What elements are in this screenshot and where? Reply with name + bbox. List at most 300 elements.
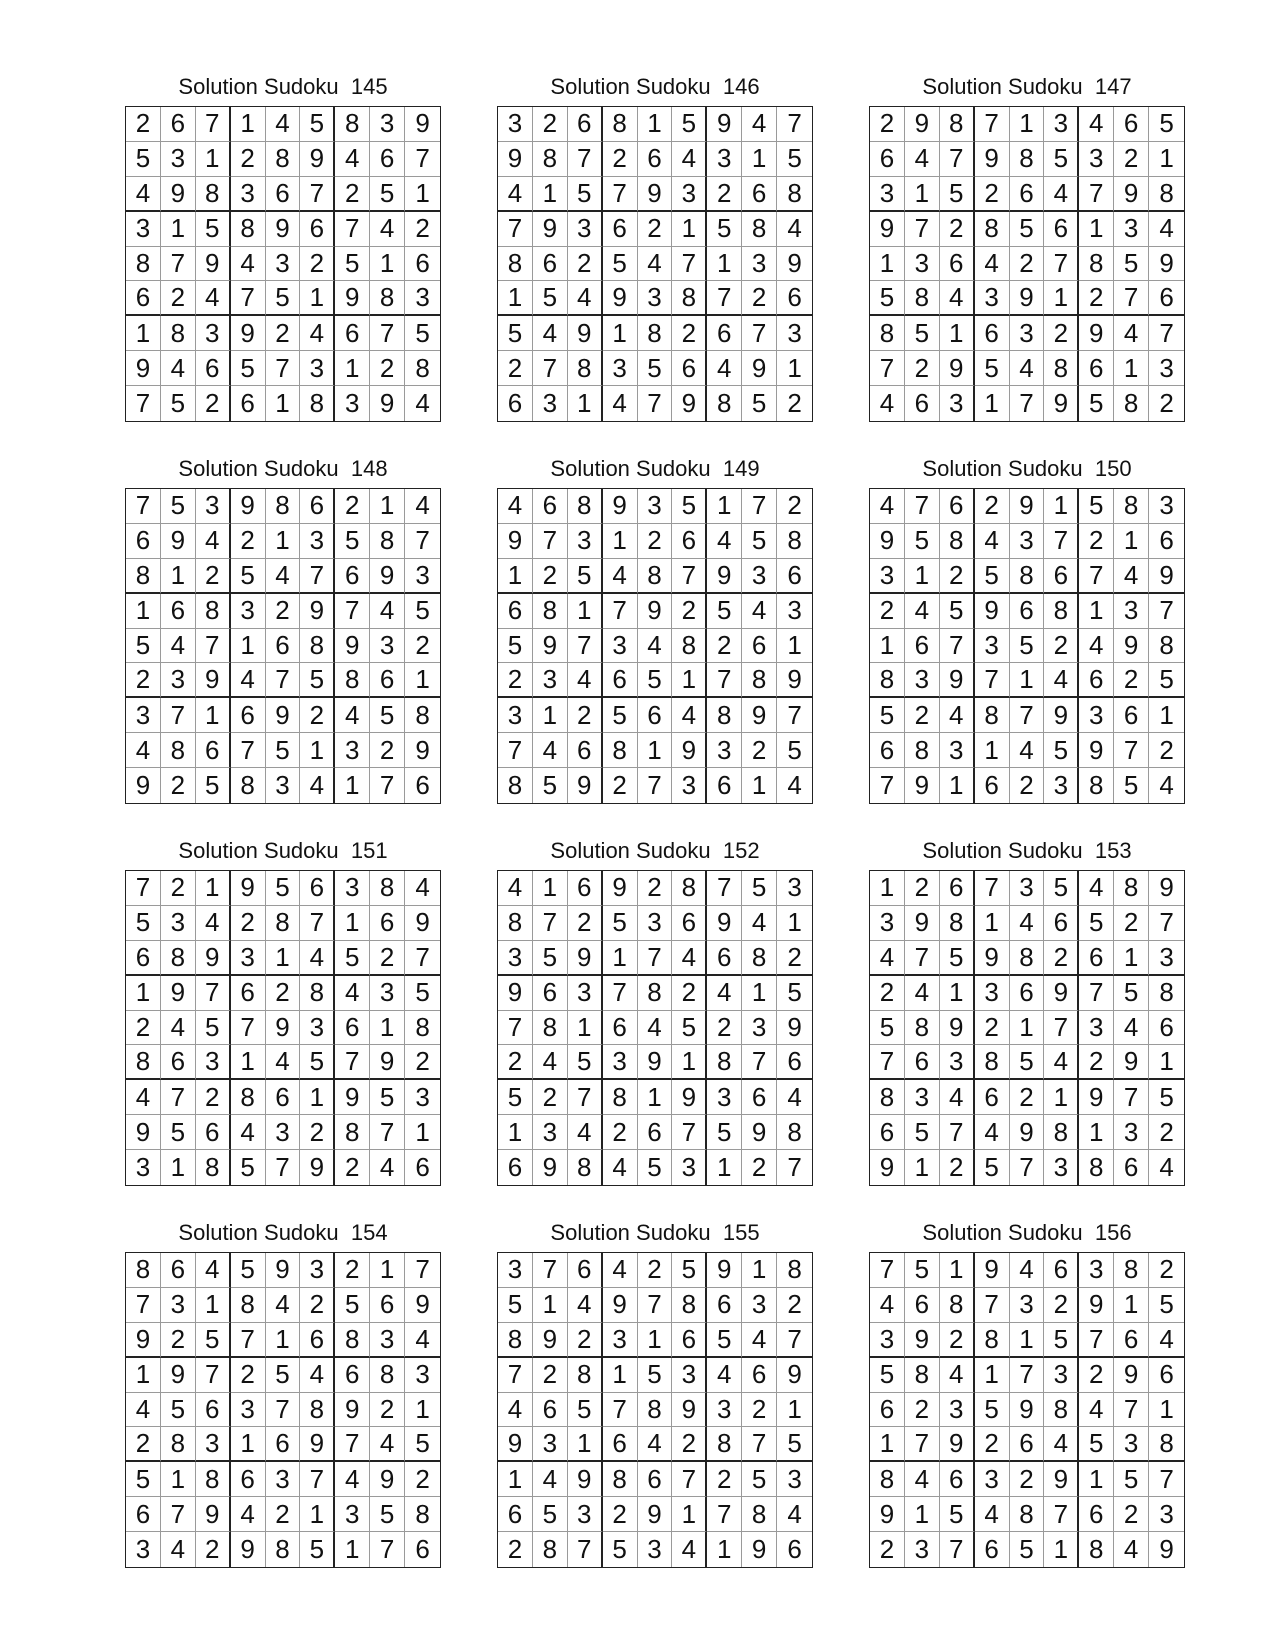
- puzzle-title: Solution Sudoku 156: [922, 1220, 1132, 1245]
- sudoku-cell: 1: [638, 1323, 673, 1358]
- sudoku-cell: 5: [905, 316, 940, 351]
- sudoku-cell: 4: [568, 1288, 603, 1323]
- sudoku-cell: 2: [638, 871, 673, 906]
- sudoku-cell: 3: [126, 1150, 161, 1185]
- sudoku-cell: 7: [638, 941, 673, 976]
- sudoku-cell: 5: [126, 906, 161, 941]
- sudoku-cell: 2: [672, 1427, 707, 1462]
- sudoku-cell: 1: [1114, 524, 1149, 559]
- sudoku-cell: 4: [533, 1462, 568, 1497]
- sudoku-cell: 3: [231, 594, 266, 629]
- sudoku-cell: 3: [638, 281, 673, 316]
- sudoku-cell: 2: [975, 1011, 1010, 1046]
- sudoku-cell: 1: [672, 663, 707, 698]
- sudoku-cell: 5: [568, 177, 603, 212]
- sudoku-cell: 8: [498, 247, 533, 282]
- sudoku-cell: 8: [335, 1115, 370, 1150]
- sudoku-cell: 9: [335, 1080, 370, 1115]
- sudoku-cell: 1: [940, 1253, 975, 1288]
- sudoku-cell: 7: [335, 1427, 370, 1462]
- sudoku-cell: 9: [405, 733, 440, 768]
- sudoku-cell: 4: [940, 281, 975, 316]
- sudoku-cell: 5: [777, 733, 812, 768]
- sudoku-cell: 4: [672, 1532, 707, 1567]
- sudoku-cell: 4: [672, 698, 707, 733]
- sudoku-cell: 2: [1114, 906, 1149, 941]
- sudoku-cell: 6: [568, 733, 603, 768]
- sudoku-cell: 1: [568, 594, 603, 629]
- sudoku-grid: [497, 488, 813, 804]
- sudoku-cell: 9: [742, 351, 777, 386]
- sudoku-cell: 4: [975, 1497, 1010, 1532]
- sudoku-cell: 5: [603, 247, 638, 282]
- sudoku-cell: 3: [533, 663, 568, 698]
- sudoku-cell: 6: [1114, 107, 1149, 142]
- sudoku-grid: [869, 488, 1185, 804]
- sudoku-cell: 8: [196, 177, 231, 212]
- sudoku-cell: 9: [1114, 629, 1149, 664]
- sudoku-cell: 2: [533, 107, 568, 142]
- sudoku-cell: 1: [335, 768, 370, 803]
- sudoku-cell: 2: [870, 107, 905, 142]
- sudoku-cell: 7: [1149, 594, 1184, 629]
- sudoku-cell: 9: [335, 281, 370, 316]
- sudoku-cell: 8: [1149, 177, 1184, 212]
- sudoku-cell: 1: [742, 1253, 777, 1288]
- sudoku-cell: 8: [498, 1323, 533, 1358]
- sudoku-cell: 6: [870, 733, 905, 768]
- sudoku-cell: 8: [161, 316, 196, 351]
- sudoku-cell: 1: [1079, 1115, 1114, 1150]
- sudoku-cell: 4: [1159, 1152, 1174, 1183]
- sudoku-cell: 9: [870, 1150, 905, 1185]
- sudoku-cell: 3: [940, 733, 975, 768]
- sudoku-cell: 1: [498, 281, 533, 316]
- sudoku-cell: 4: [126, 1080, 161, 1115]
- sudoku-cell: 6: [161, 594, 196, 629]
- sudoku-cell: 9: [940, 1011, 975, 1046]
- sudoku-cell: 6: [777, 281, 812, 316]
- sudoku-cell: 2: [870, 976, 905, 1011]
- sudoku-cell: 2: [940, 212, 975, 247]
- sudoku-cell: 2: [1159, 388, 1174, 419]
- sudoku-cell: 2: [126, 663, 161, 698]
- sudoku-cell: 4: [1044, 1045, 1079, 1080]
- sudoku-cell: 1: [568, 1011, 603, 1046]
- sudoku-cell: 5: [742, 871, 777, 906]
- sudoku-cell: 5: [1149, 663, 1184, 698]
- sudoku-cell: 1: [638, 107, 673, 142]
- sudoku-cell: 9: [161, 524, 196, 559]
- sudoku-cell: 1: [196, 698, 231, 733]
- sudoku-cell: 1: [603, 941, 638, 976]
- sudoku-cell: 8: [603, 733, 638, 768]
- sudoku-cell: 1: [1149, 1045, 1184, 1080]
- sudoku-cell: 3: [638, 906, 673, 941]
- sudoku-cell: 4: [196, 1253, 231, 1288]
- sudoku-cell: 9: [568, 941, 603, 976]
- sudoku-cell: 4: [231, 663, 266, 698]
- sudoku-cell: 2: [707, 1462, 742, 1497]
- sudoku-cell: 7: [1010, 698, 1045, 733]
- sudoku-cell: 6: [638, 142, 673, 177]
- sudoku-cell: 4: [603, 559, 638, 594]
- sudoku-cell: 7: [742, 316, 777, 351]
- sudoku-cell: 3: [940, 1393, 975, 1428]
- sudoku-cell: 1: [300, 1080, 335, 1115]
- sudoku-cell: 3: [707, 1080, 742, 1115]
- sudoku-cell: 6: [870, 1115, 905, 1150]
- sudoku-cell: 4: [161, 351, 196, 386]
- sudoku-cell: 7: [498, 1358, 533, 1393]
- sudoku-cell: 5: [777, 142, 812, 177]
- sudoku-cell: 8: [707, 1427, 742, 1462]
- sudoku-cell: 3: [335, 1497, 370, 1532]
- sudoku-cell: 6: [905, 629, 940, 664]
- sudoku-cell: 6: [870, 142, 905, 177]
- sudoku-cell: 9: [905, 107, 940, 142]
- sudoku-cell: 3: [231, 177, 266, 212]
- sudoku-cell: 3: [905, 247, 940, 282]
- sudoku-cell: 8: [533, 1532, 568, 1567]
- sudoku-cell: 5: [126, 142, 161, 177]
- sudoku-cell: 1: [370, 489, 405, 524]
- sudoku-cell: 8: [870, 1080, 905, 1115]
- sudoku-cell: 5: [405, 594, 440, 629]
- puzzle-title: Solution Sudoku 154: [178, 1220, 388, 1245]
- sudoku-cell: 8: [266, 1532, 301, 1567]
- sudoku-cell: 5: [498, 629, 533, 664]
- sudoku-cell: 7: [1079, 976, 1114, 1011]
- sudoku-cell: 4: [335, 698, 370, 733]
- sudoku-cell: 2: [905, 1393, 940, 1428]
- sudoku-cell: 1: [568, 386, 603, 421]
- sudoku-cell: 8: [905, 1358, 940, 1393]
- sudoku-cell: 7: [975, 1288, 1010, 1323]
- sudoku-cell: 8: [231, 768, 266, 803]
- sudoku-cell: 5: [266, 733, 301, 768]
- sudoku-cell: 9: [126, 768, 161, 803]
- sudoku-cell: 7: [533, 524, 568, 559]
- sudoku-cell: 9: [707, 1253, 742, 1288]
- sudoku-cell: 2: [533, 559, 568, 594]
- sudoku-cell: 4: [161, 629, 196, 664]
- sudoku-cell: 3: [161, 906, 196, 941]
- sudoku-cell: 4: [266, 559, 301, 594]
- sudoku-cell: 6: [940, 1462, 975, 1497]
- sudoku-cell: 1: [638, 733, 673, 768]
- sudoku-cell: 4: [975, 524, 1010, 559]
- sudoku-cell: 3: [533, 386, 568, 421]
- sudoku-cell: 9: [300, 1150, 335, 1185]
- sudoku-cell: 9: [1149, 247, 1184, 282]
- sudoku-cell: 7: [533, 1253, 568, 1288]
- sudoku-cell: 2: [1114, 663, 1149, 698]
- sudoku-cell: 6: [905, 386, 940, 421]
- sudoku-cell: 7: [672, 1115, 707, 1150]
- sudoku-cell: 2: [672, 976, 707, 1011]
- sudoku-cell: 2: [603, 142, 638, 177]
- sudoku-cell: 2: [777, 941, 812, 976]
- sudoku-cell: 5: [940, 594, 975, 629]
- sudoku-cell: 1: [777, 351, 812, 386]
- sudoku-cell: 5: [568, 559, 603, 594]
- sudoku-cell: 2: [870, 1532, 905, 1567]
- sudoku-cell: 5: [498, 1080, 533, 1115]
- sudoku-cell: 9: [126, 351, 161, 386]
- puzzle-title: Solution Sudoku 153: [922, 838, 1132, 863]
- sudoku-cell: 5: [266, 281, 301, 316]
- sudoku-cell: 5: [1010, 1045, 1045, 1080]
- sudoku-cell: 7: [568, 629, 603, 664]
- sudoku-cell: 5: [231, 1150, 266, 1185]
- sudoku-cell: 6: [161, 1253, 196, 1288]
- sudoku-cell: 7: [126, 871, 161, 906]
- sudoku-cell: 7: [742, 489, 777, 524]
- sudoku-cell: 8: [1149, 976, 1184, 1011]
- sudoku-cell: 8: [638, 1393, 673, 1428]
- sudoku-cell: 1: [1079, 212, 1114, 247]
- sudoku-cell: 1: [603, 524, 638, 559]
- sudoku-cell: 6: [370, 1288, 405, 1323]
- sudoku-cell: 9: [335, 1393, 370, 1428]
- sudoku-cell: 3: [568, 976, 603, 1011]
- sudoku-cell: 3: [533, 1427, 568, 1462]
- sudoku-cell: 9: [126, 1115, 161, 1150]
- sudoku-cell: 5: [1114, 247, 1149, 282]
- sudoku-cell: 4: [1044, 1427, 1079, 1462]
- sudoku-cell: 2: [370, 941, 405, 976]
- sudoku-cell: 7: [266, 1393, 301, 1428]
- sudoku-cell: 6: [1114, 1150, 1149, 1185]
- sudoku-cell: 8: [1079, 1532, 1114, 1567]
- sudoku-cell: 2: [1149, 733, 1184, 768]
- sudoku-cell: 4: [638, 1011, 673, 1046]
- sudoku-cell: 8: [1114, 386, 1149, 421]
- sudoku-cell: 4: [370, 1150, 405, 1185]
- sudoku-cell: 3: [742, 1288, 777, 1323]
- sudoku-cell: 7: [1044, 1497, 1079, 1532]
- sudoku-cell: 6: [787, 1534, 802, 1565]
- sudoku-cell: 4: [231, 1497, 266, 1532]
- sudoku-cell: 4: [126, 733, 161, 768]
- sudoku-cell: 6: [870, 1393, 905, 1428]
- sudoku-cell: 2: [533, 1358, 568, 1393]
- sudoku-cell: 7: [405, 941, 440, 976]
- sudoku-cell: 3: [905, 1532, 940, 1567]
- sudoku-cell: 4: [603, 1150, 638, 1185]
- sudoku-cell: 6: [498, 1150, 533, 1185]
- sudoku-cell: 7: [568, 1080, 603, 1115]
- sudoku-cell: 1: [1044, 1532, 1079, 1567]
- sudoku-cell: 2: [742, 733, 777, 768]
- sudoku-cell: 9: [672, 733, 707, 768]
- sudoku-cell: 7: [370, 1115, 405, 1150]
- sudoku-cell: 1: [405, 663, 440, 698]
- sudoku-cell: 7: [370, 768, 405, 803]
- sudoku-cell: 2: [707, 177, 742, 212]
- sudoku-cell: 9: [405, 906, 440, 941]
- sudoku-cell: 1: [1044, 1080, 1079, 1115]
- sudoku-cell: 9: [1044, 1462, 1079, 1497]
- sudoku-cell: 2: [1079, 524, 1114, 559]
- sudoku-cell: 6: [231, 976, 266, 1011]
- sudoku-cell: 3: [1010, 871, 1045, 906]
- sudoku-cell: 5: [1079, 1427, 1114, 1462]
- sudoku-cell: 7: [1149, 1462, 1184, 1497]
- sudoku-cell: 8: [533, 594, 568, 629]
- sudoku-cell: 4: [266, 1045, 301, 1080]
- sudoku-cell: 5: [1044, 733, 1079, 768]
- sudoku-cell: 7: [1114, 733, 1149, 768]
- sudoku-cell: 4: [777, 1497, 812, 1532]
- sudoku-cell: 7: [638, 1288, 673, 1323]
- sudoku-cell: 2: [370, 1393, 405, 1428]
- sudoku-cell: 3: [266, 247, 301, 282]
- sudoku-cell: 9: [196, 1497, 231, 1532]
- sudoku-cell: 8: [196, 1150, 231, 1185]
- sudoku-cell: 7: [405, 524, 440, 559]
- sudoku-cell: 9: [638, 594, 673, 629]
- sudoku-cell: 4: [742, 594, 777, 629]
- sudoku-cell: 8: [1079, 1150, 1114, 1185]
- sudoku-cell: 8: [1044, 1115, 1079, 1150]
- sudoku-cell: 1: [940, 976, 975, 1011]
- sudoku-cell: 6: [1010, 594, 1045, 629]
- sudoku-cell: 9: [498, 524, 533, 559]
- sudoku-cell: 2: [975, 489, 1010, 524]
- sudoku-cell: 5: [603, 698, 638, 733]
- sudoku-cell: 8: [742, 1497, 777, 1532]
- sudoku-cell: 8: [370, 1358, 405, 1393]
- sudoku-cell: 1: [498, 1115, 533, 1150]
- sudoku-cell: 9: [533, 1323, 568, 1358]
- sudoku-cell: 5: [975, 351, 1010, 386]
- sudoku-cell: 5: [638, 663, 673, 698]
- sudoku-cell: 6: [707, 941, 742, 976]
- sudoku-cell: 9: [300, 1427, 335, 1462]
- sudoku-cell: 8: [940, 524, 975, 559]
- sudoku-cell: 2: [370, 733, 405, 768]
- sudoku-cell: 5: [161, 386, 196, 421]
- sudoku-cell: 4: [777, 1080, 812, 1115]
- sudoku-cell: 2: [161, 281, 196, 316]
- sudoku-cell: 4: [1010, 733, 1045, 768]
- sudoku-cell: 1: [231, 1045, 266, 1080]
- sudoku-cell: 7: [405, 142, 440, 177]
- sudoku-cell: 3: [1149, 1497, 1184, 1532]
- sudoku-cell: 2: [742, 1150, 777, 1185]
- sudoku-cell: 5: [300, 1045, 335, 1080]
- puzzle-title: Solution Sudoku 149: [550, 456, 760, 481]
- sudoku-cell: 7: [905, 489, 940, 524]
- sudoku-cell: 4: [707, 976, 742, 1011]
- sudoku-cell: 8: [266, 906, 301, 941]
- sudoku-cell: 2: [1149, 1115, 1184, 1150]
- sudoku-cell: 7: [126, 386, 161, 421]
- sudoku-cell: 5: [1079, 489, 1114, 524]
- sudoku-cell: 6: [370, 906, 405, 941]
- sudoku-cell: 3: [742, 1011, 777, 1046]
- sudoku-cell: 8: [370, 281, 405, 316]
- sudoku-cell: 2: [905, 351, 940, 386]
- sudoku-cell: 7: [870, 1045, 905, 1080]
- sudoku-cell: 2: [1079, 1358, 1114, 1393]
- sudoku-cell: 7: [161, 247, 196, 282]
- sudoku-cell: 6: [568, 107, 603, 142]
- sudoku-cell: 2: [196, 1080, 231, 1115]
- sudoku-cell: 2: [1149, 1253, 1184, 1288]
- sudoku-cell: 9: [533, 1150, 568, 1185]
- sudoku-cell: 8: [161, 1427, 196, 1462]
- sudoku-cell: 5: [707, 1115, 742, 1150]
- sudoku-cell: 7: [603, 177, 638, 212]
- sudoku-cell: 5: [1010, 212, 1045, 247]
- sudoku-cell: 5: [975, 1393, 1010, 1428]
- sudoku-cell: 6: [568, 871, 603, 906]
- sudoku-cell: 5: [370, 698, 405, 733]
- sudoku-grid: [497, 870, 813, 1186]
- sudoku-cell: 7: [742, 1427, 777, 1462]
- sudoku-cell: 1: [777, 1393, 812, 1428]
- sudoku-cell: 8: [568, 489, 603, 524]
- sudoku-cell: 5: [1044, 1323, 1079, 1358]
- sudoku-cell: 5: [1149, 107, 1184, 142]
- sudoku-cell: 8: [1149, 629, 1184, 664]
- sudoku-cell: 9: [231, 1532, 266, 1567]
- sudoku-cell: 3: [1044, 1150, 1079, 1185]
- sudoku-cell: 9: [1149, 871, 1184, 906]
- sudoku-cell: 8: [126, 1253, 161, 1288]
- sudoku-cell: 7: [707, 1497, 742, 1532]
- sudoku-cell: 1: [1114, 1288, 1149, 1323]
- sudoku-cell: 5: [405, 976, 440, 1011]
- sudoku-cell: 3: [603, 1045, 638, 1080]
- sudoku-cell: 8: [405, 698, 440, 733]
- sudoku-cell: 1: [231, 629, 266, 664]
- sudoku-cell: 9: [231, 489, 266, 524]
- sudoku-cell: 4: [787, 770, 802, 801]
- sudoku-cell: 8: [742, 212, 777, 247]
- sudoku-cell: 8: [707, 386, 742, 421]
- sudoku-cell: 2: [266, 316, 301, 351]
- sudoku-cell: 5: [300, 107, 335, 142]
- sudoku-cell: 9: [196, 663, 231, 698]
- sudoku-cell: 4: [300, 941, 335, 976]
- sudoku-cell: 9: [405, 1288, 440, 1323]
- sudoku-cell: 2: [707, 629, 742, 664]
- sudoku-cell: 1: [335, 1532, 370, 1567]
- sudoku-cell: 8: [1010, 559, 1045, 594]
- sudoku-cell: 3: [1114, 1427, 1149, 1462]
- sudoku-cell: 2: [870, 594, 905, 629]
- sudoku-cell: 2: [777, 489, 812, 524]
- sudoku-cell: 4: [370, 594, 405, 629]
- sudoku-cell: 8: [777, 524, 812, 559]
- sudoku-cell: 6: [231, 1462, 266, 1497]
- sudoku-cell: 2: [742, 1393, 777, 1428]
- sudoku-cell: 3: [498, 941, 533, 976]
- sudoku-cell: 4: [568, 1115, 603, 1150]
- sudoku-cell: 1: [742, 768, 777, 803]
- sudoku-cell: 6: [1010, 1427, 1045, 1462]
- sudoku-cell: 2: [742, 281, 777, 316]
- sudoku-cell: 4: [707, 351, 742, 386]
- sudoku-cell: 1: [533, 177, 568, 212]
- sudoku-cell: 3: [905, 1080, 940, 1115]
- sudoku-cell: 7: [1149, 316, 1184, 351]
- sudoku-cell: 8: [1114, 1253, 1149, 1288]
